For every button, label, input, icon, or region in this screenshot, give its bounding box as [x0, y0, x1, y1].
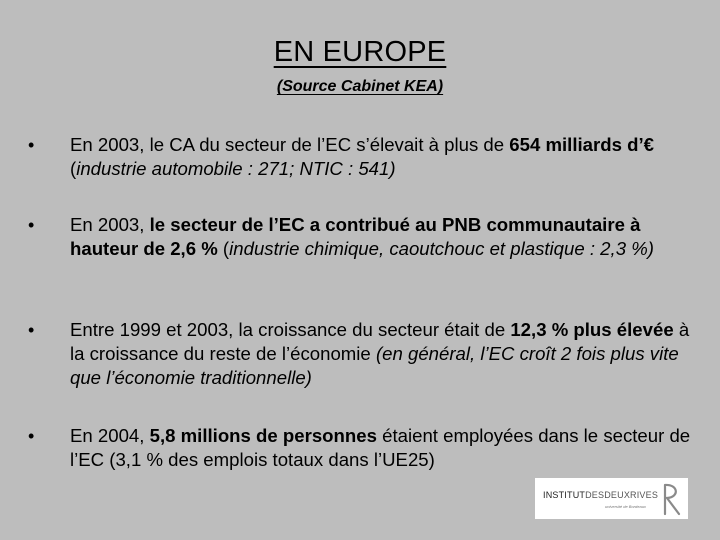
- bullet-text: En 2004,: [70, 425, 150, 446]
- institut-des-deux-rives-logo: [535, 478, 688, 519]
- bullet-marker: •: [28, 426, 35, 446]
- bullet-italic-text: industrie automobile : 271; NTIC : 541): [76, 158, 396, 179]
- logo-wordmark: [543, 490, 658, 500]
- bullet-text: En 2003,: [70, 214, 150, 235]
- logo-tagline: université de Bordeaux: [605, 504, 646, 509]
- bullet-bold-text: 5,8 millions de personnes: [149, 425, 377, 446]
- bullet-text: En 2003, le CA du secteur de l’EC s’élevait à plus de: [70, 134, 510, 155]
- logo-r-mark-icon: [661, 481, 683, 516]
- bullet-item-1: [28, 133, 695, 181]
- bullet-text: à la croissance du reste de l’économie: [70, 319, 690, 364]
- page-subtitle: (Source Cabinet KEA): [276, 78, 444, 95]
- bullet-text: (: [217, 238, 230, 259]
- bullet-text: étaient employées dans le secteur de l’EC (3,1 % des emplois totaux dans l’UE25): [70, 425, 691, 470]
- bullet-marker: •: [28, 320, 35, 340]
- bullet-bold-text: le secteur de l’EC a contribué au PNB communautaire à hauteur de 2,6 %: [70, 214, 641, 259]
- logo-wordmark-part2: DESDEUXRIVES: [585, 490, 659, 500]
- bullet-item-3: [28, 318, 695, 390]
- bullet-bold-text: 654 milliards d’€: [509, 134, 654, 155]
- bullet-item-4: [28, 424, 695, 472]
- bullet-italic-text: (en général, l’EC croît 2 fois plus vite que l’économie traditionnelle): [70, 343, 679, 388]
- bullet-bold-text: 12,3 % plus élevée: [510, 319, 674, 340]
- bullet-italic-text: industrie chimique, caoutchouc et plastique : 2,3 %): [229, 238, 654, 259]
- page-title: EN EUROPE: [273, 36, 447, 68]
- bullet-text: (: [70, 158, 77, 179]
- bullet-marker: •: [28, 215, 35, 235]
- logo-wordmark-part1: INSTITUT: [543, 490, 586, 500]
- bullet-text: Entre 1999 et 2003, la croissance du secteur était de: [70, 319, 511, 340]
- bullet-item-2: [28, 213, 695, 261]
- bullet-marker: •: [28, 135, 35, 155]
